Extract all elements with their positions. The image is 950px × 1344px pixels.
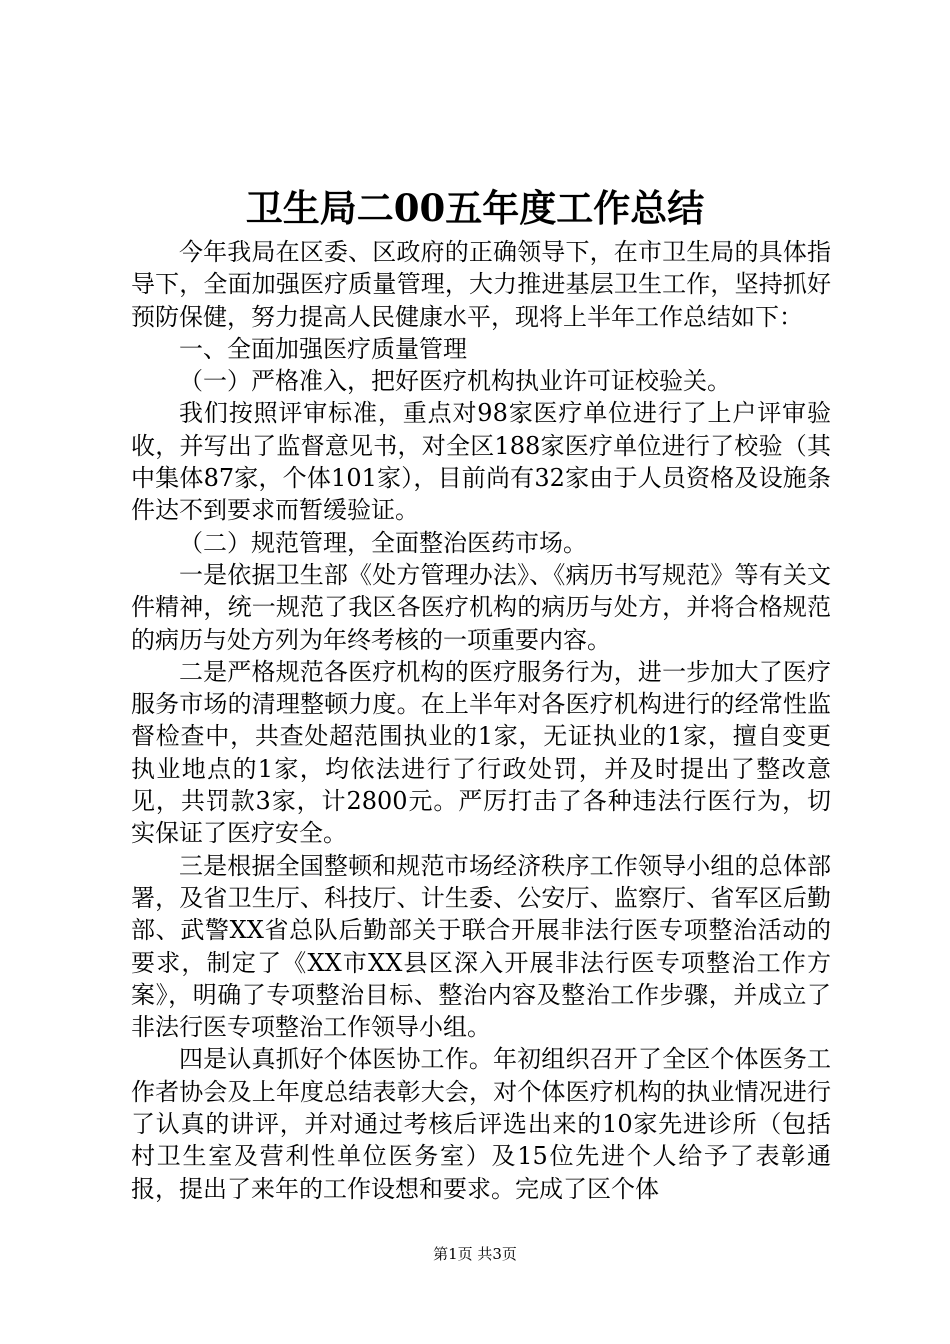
- paragraph-item-3: 三是根据全国整顿和规范市场经济秩序工作领导小组的总体部署，及省卫生厅、科技厅、计生委、公安厅、监察厅、省军区后勤部、武警XX省总队后勤部关于联合开展非法行医专项整治活动的要求，制定了《XX市XX县区深入开展非法行医专项整治工作方案》，明确了专项整治目标、整治内容及整治工作步骤，并成立了非法行医专项整治工作领导小组。: [131, 851, 831, 1042]
- document-body: [131, 236, 831, 1205]
- page-footer: 第1页 共3页: [433, 1245, 517, 1263]
- paragraph-item-4: 四是认真抓好个体医协工作。年初组织召开了全区个体医务工作者协会及上年度总结表彰大会，对个体医疗机构的执业情况进行了认真的讲评，并对通过考核后评选出来的10家先进诊所（包括村卫生室及营利性单位医务室）及15位先进个人给予了表彰通报，提出了来年的工作设想和要求。完成了区个体: [131, 1045, 831, 1203]
- subsection-heading-1: （一）严格准入，把好医疗机构执业许可证校验关。: [179, 367, 731, 396]
- section-heading-1: 一、全面加强医疗质量管理: [179, 334, 467, 363]
- page-title: 卫生局二00五年度工作总结: [245, 186, 705, 230]
- paragraph-licensing: 我们按照评审标准，重点对98家医疗单位进行了上户评审验收，并写出了监督意见书，对全区188家医疗单位进行了校验（其中集体87家，个体101家），目前尚有32家由于人员资格及设施条件达不到要求而暂缓验证。: [131, 399, 831, 525]
- paragraph-item-2: 二是严格规范各医疗机构的医疗服务行为，进一步加大了医疗服务市场的清理整顿力度。在上半年对各医疗机构进行的经常性监督检查中，共查处超范围执业的1家，无证执业的1家，擅自变更执业地点的1家，均依法进行了行政处罚，并及时提出了整改意见，共罚款3家，计2800元。严厉打击了各种违法行医行为，切实保证了医疗安全。: [131, 657, 831, 848]
- paragraph-item-1: 一是依据卫生部《处方管理办法》、《病历书写规范》等有关文件精神，统一规范了我区各医疗机构的病历与处方，并将合格规范的病历与处方列为年终考核的一项重要内容。: [131, 560, 831, 654]
- paragraph-intro: 今年我局在区委、区政府的正确领导下，在市卫生局的具体指导下，全面加强医疗质量管理，大力推进基层卫生工作，坚持抓好预防保健，努力提高人民健康水平，现将上半年工作总结如下：: [131, 238, 831, 331]
- subsection-heading-2: （二）规范管理，全面整治医药市场。: [179, 528, 587, 557]
